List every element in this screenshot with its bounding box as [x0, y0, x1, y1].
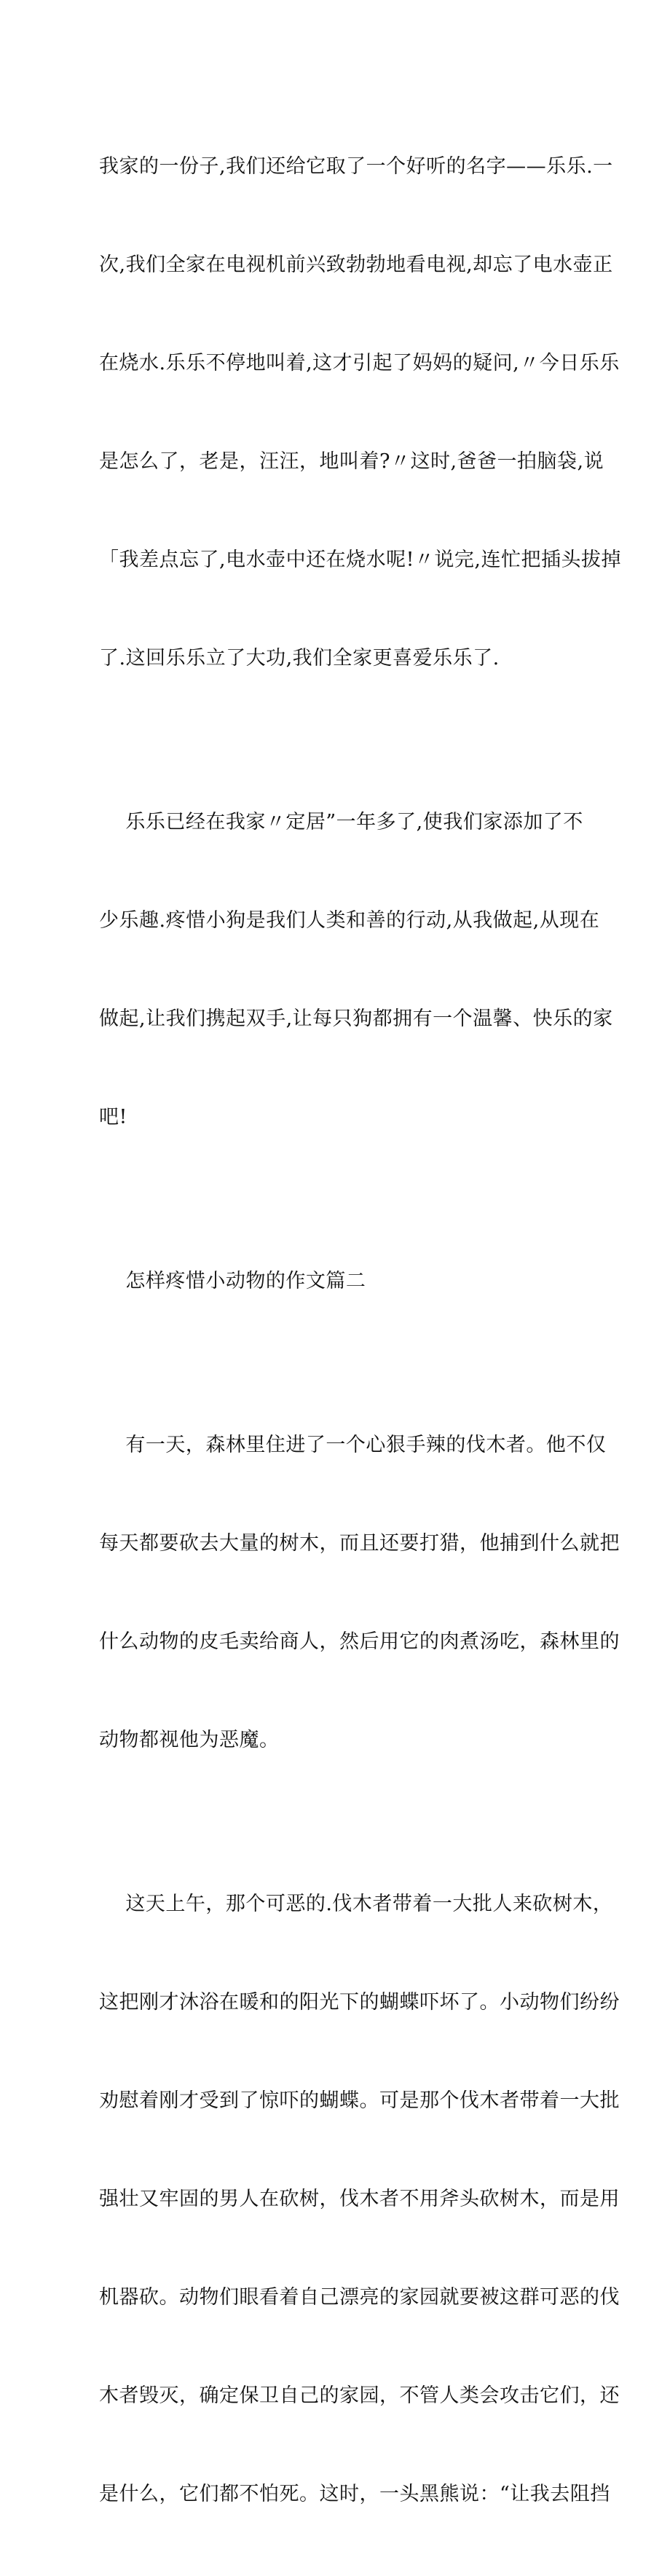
section-heading — [99, 1199, 572, 1363]
text-line: 了.这回乐乐立了大功,我们全家更喜爱乐乐了. — [99, 647, 500, 669]
text-line: 是怎么了，老是，汪汪，地叫着?〃这时,爸爸一拍脑袋,说 — [99, 450, 604, 473]
text-line: 木者毁灭，确定保卫自己的家园，不管人类会攻击它们，还 — [99, 2384, 620, 2407]
paragraph-2 — [99, 740, 613, 1199]
text-line: 什么动物的皮毛卖给商人，然后用它的肉煮汤吃，森林里的 — [99, 1630, 620, 1653]
heading-text: 怎样疼惜小动物的作文篇二 — [99, 1270, 366, 1292]
text-line: 少乐趣.疼惜小狗是我们人类和善的行动,从我做起,从现在 — [99, 909, 600, 932]
text-line: 「我差点忘了,电水壶中还在烧水呢!〃说完,连忙把插头拔掉 — [99, 549, 622, 571]
text-line: 次,我们全家在电视机前兴致勃勃地看电视,却忘了电水壶正 — [99, 254, 613, 276]
text-line: 机器砍。动物们眼看着自己漂亮的家园就要被这群可恶的伐 — [99, 2286, 620, 2309]
text-line: 是什么，它们都不怕死。这时，一头黑熊说：“让我去阻挡 — [99, 2483, 610, 2505]
text-line: 乐乐已经在我家〃定居”一年多了,使我们家添加了不 — [99, 811, 583, 833]
paragraph-1 — [99, 85, 622, 740]
text-line: 这把刚才沐浴在暖和的阳光下的蝴蝶吓坏了。小动物们纷纷 — [99, 1991, 620, 2014]
text-line: 吧! — [99, 1106, 127, 1128]
paragraph-4 — [99, 1822, 620, 2576]
text-line: 动物都视他为恶魔。 — [99, 1729, 280, 1751]
text-line: 这天上午，那个可恶的.伐木者带着一大批人来砍树木， — [99, 1893, 613, 1915]
text-line: 劝慰着刚才受到了惊吓的蝴蝶。可是那个伐木者带着一大批 — [99, 2089, 620, 2112]
text-line: 做起,让我们携起双手,让每只狗都拥有一个温馨、快乐的家 — [99, 1008, 613, 1030]
text-line: 每天都要砍去大量的树木，而且还要打猎，他捕到什么就把 — [99, 1532, 620, 1555]
text-line: 在烧水.乐乐不停地叫着,这才引起了妈妈的疑问,〃今日乐乐 — [99, 352, 620, 374]
text-line: 强壮又牢固的男人在砍树，伐木者不用斧头砍树木，而是用 — [99, 2188, 620, 2210]
document-body — [99, 85, 622, 2576]
paragraph-3 — [99, 1363, 620, 1822]
text-line: 我家的一份子,我们还给它取了一个好听的名字——乐乐.一 — [99, 155, 613, 178]
text-line: 有一天，森林里住进了一个心狠手辣的伐木者。他不仅 — [99, 1434, 607, 1456]
